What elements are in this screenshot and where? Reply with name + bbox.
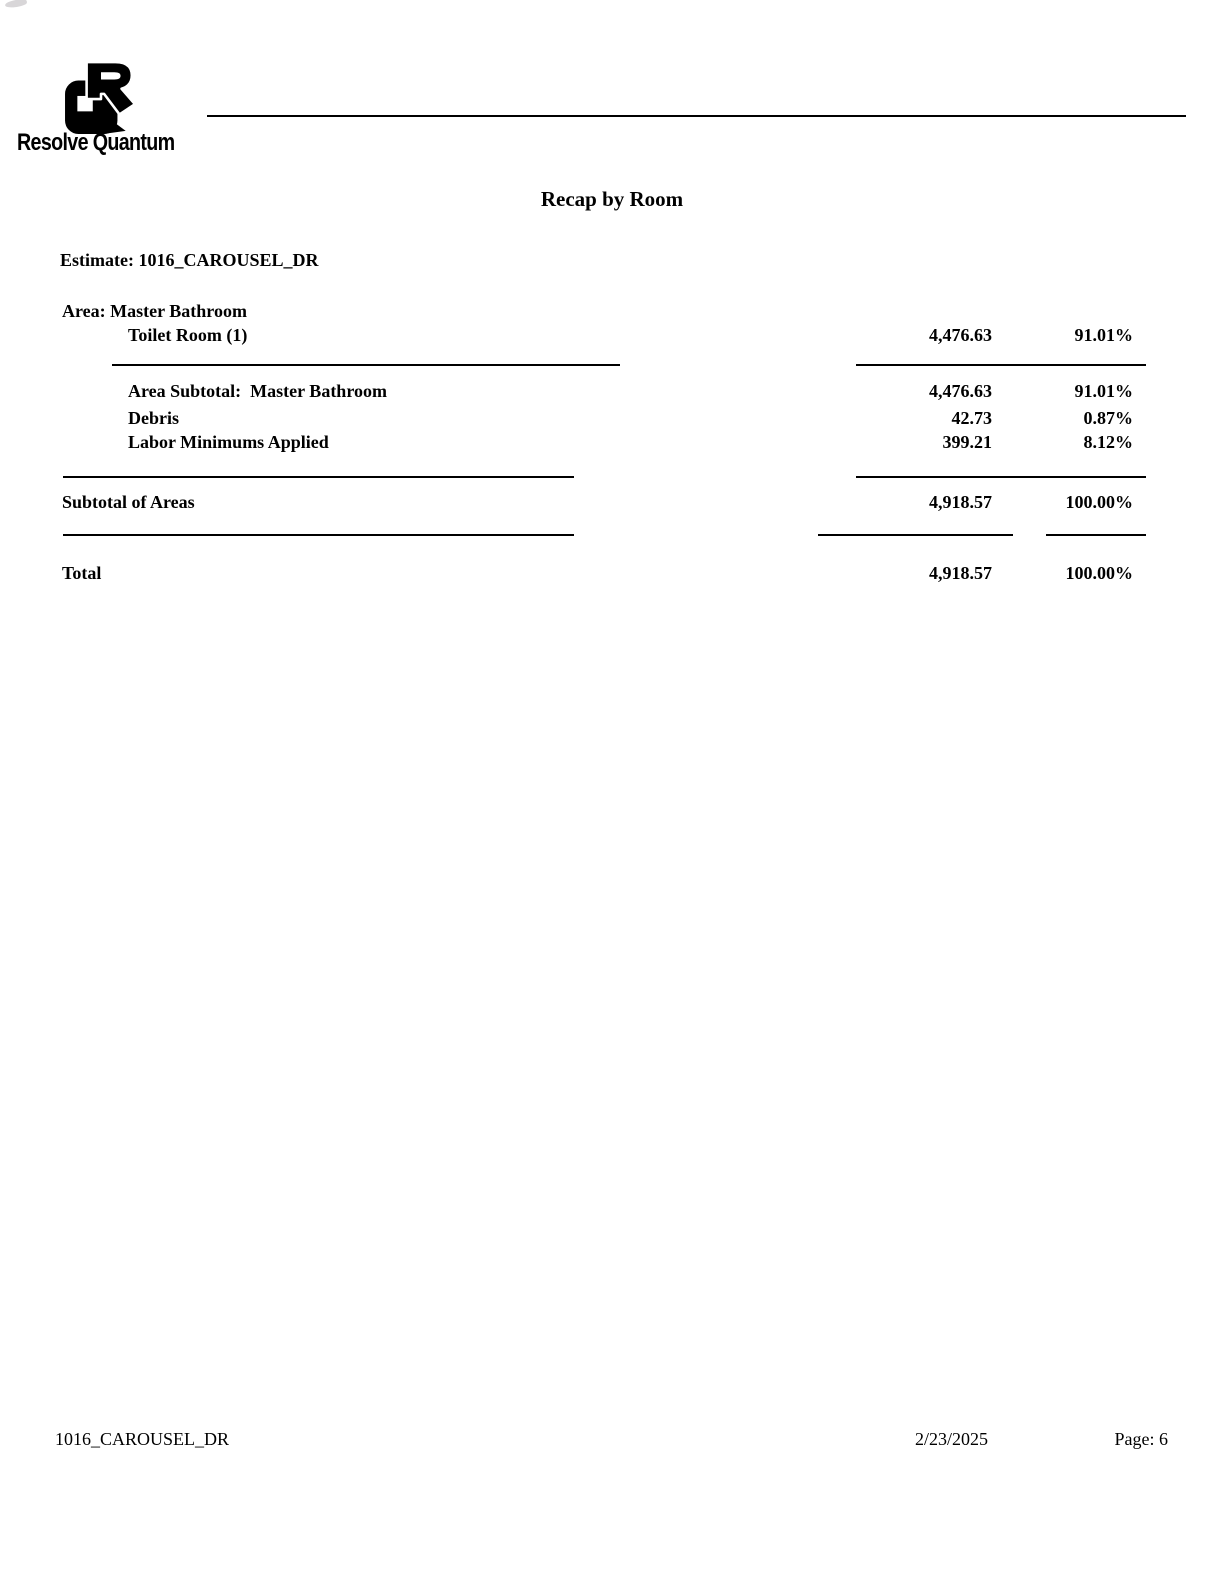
area-subtotal-percent: 91.01% <box>1074 381 1133 401</box>
room-amount: 4,476.63 <box>929 325 992 345</box>
separator-room-right <box>856 364 1146 366</box>
labor-minimums-row <box>0 430 1224 454</box>
separator-total-amount <box>818 534 1013 536</box>
separator-subtotal-right <box>856 476 1146 478</box>
estimate-label-and-name <box>60 248 319 272</box>
debris-label: Debris <box>128 408 179 428</box>
subtotal-of-areas-amount: 4,918.57 <box>929 492 992 512</box>
separator-subtotal-left <box>63 476 574 478</box>
subtotal-of-areas-label: Subtotal of Areas <box>62 492 195 512</box>
subtotal-of-areas-percent: 100.00% <box>1065 492 1133 512</box>
footer-estimate-name: 1016_CAROUSEL_DR <box>55 1429 230 1449</box>
area-header-row <box>0 299 1224 323</box>
debris-amount: 42.73 <box>951 408 992 428</box>
page-title: Recap by Room <box>540 187 684 211</box>
estimate-label: Estimate: <box>60 250 134 270</box>
area-header: Area: Master Bathroom <box>62 301 247 321</box>
labor-minimums-percent: 8.12% <box>1083 432 1133 452</box>
resolve-quantum-logo-icon <box>64 61 138 135</box>
total-label: Total <box>62 563 102 583</box>
room-name: Toilet Room (1) <box>128 325 248 345</box>
area-subtotal-amount: 4,476.63 <box>929 381 992 401</box>
footer-date: 2/23/2025 <box>915 1429 989 1449</box>
scan-artifact <box>5 0 28 8</box>
total-row <box>0 561 1224 585</box>
estimate-line <box>0 248 1224 272</box>
subtotal-of-areas-row <box>0 490 1224 514</box>
estimate-name: 1016_CAROUSEL_DR <box>138 250 319 270</box>
brand-name: Resolve Quantum <box>17 129 175 156</box>
separator-total-percent <box>1046 534 1146 536</box>
debris-percent: 0.87% <box>1083 408 1133 428</box>
page-footer <box>0 1427 1224 1451</box>
room-percent: 91.01% <box>1074 325 1133 345</box>
total-amount: 4,918.57 <box>929 563 992 583</box>
footer-page-number: Page: 6 <box>1114 1429 1168 1449</box>
separator-total-left <box>63 534 574 536</box>
header-rule <box>207 115 1186 117</box>
area-subtotal-row <box>0 379 1224 403</box>
separator-room-left <box>112 364 620 366</box>
debris-row <box>0 406 1224 430</box>
labor-minimums-amount: 399.21 <box>942 432 992 452</box>
total-percent: 100.00% <box>1065 563 1133 583</box>
area-subtotal-label: Area Subtotal: Master Bathroom <box>128 381 387 401</box>
labor-minimums-label: Labor Minimums Applied <box>128 432 329 452</box>
room-row <box>0 323 1224 347</box>
